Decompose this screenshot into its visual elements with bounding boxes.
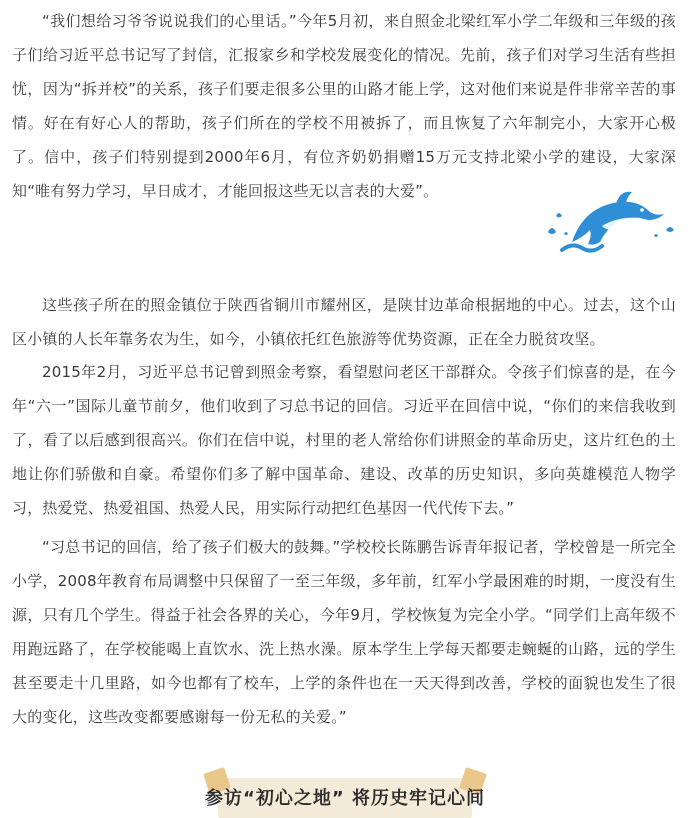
section-heading-banner [200, 766, 490, 815]
paragraph-principal: “习总书记的回信，给了孩子们极大的鼓舞。”学校校长陈鹏告诉青年报记者，学校曾是一所完全小学，2008年教育布局调整中只保留了一至三年级，多年前，红军小学最困难的时期，一度没有生源，只有几个学生。得益于社会各界的关心，今年9月，学校恢复为完全小学。“同学们上高年级不用跑远路了，在学校能喝上直饮水、洗上热水澡。原本学生上学每天都要走蜿蜒的山路，远的学生甚至要走十几里路，如今也都有了校车，上学的条件也在一天天得到改善，学校的面貌也发生了很大的变化，这些改变都要感谢每一份无私的关爱。” [12, 538, 676, 726]
paragraph-letter: “我们想给习爷爷说说我们的心里话。”今年5月初，来自照金北梁红军小学二年级和三年级的孩子们给习近平总书记写了封信，汇报家乡和学校发展变化的情况。先前，孩子们对学习生活有些担忧，因为“拆并校”的关系，孩子们要走很多公里的山路才能上学，这对他们来说是件非常辛苦的事情。好在有好心人的帮助，孩子们所在的学校不用被拆了，而且恢复了六年制完小，大家开心极了。信中，孩子们特别提到2000年6月，有位齐奶奶捐赠15万元支持北梁小学的建设，大家深知“唯有努力学习，早日成才，才能回报这些无以言表的大爱”。 [12, 12, 676, 200]
dolphin-icon [542, 186, 682, 256]
section-title: 参访“初心之地” 将历史牢记心间 [205, 788, 485, 809]
paragraph-town: 这些孩子所在的照金镇位于陕西省铜川市耀州区，是陕甘边革命根据地的中心。过去，这个山区小镇的人长年靠务农为生，如今，小镇依托红色旅游等优势资源，正在全力脱贫攻坚。 [12, 296, 676, 348]
paragraph-reply: 2015年2月，习近平总书记曾到照金考察，看望慰问老区干部群众。令孩子们惊喜的是，在今年“六一”国际儿童节前夕，他们收到了习总书记的回信。习近平在回信中说，“你们的来信我收到了，看了以后感到很高兴。你们在信中说，村里的老人常给你们讲照金的革命历史，这片红色的土地让你们骄傲和自豪。希望你们多了解中国革命、建设、改革的历史知识，多向英雄模范人物学习，热爱党、热爱祖国、热爱人民，用实际行动把红色基因一代代传下去。” [12, 363, 676, 517]
